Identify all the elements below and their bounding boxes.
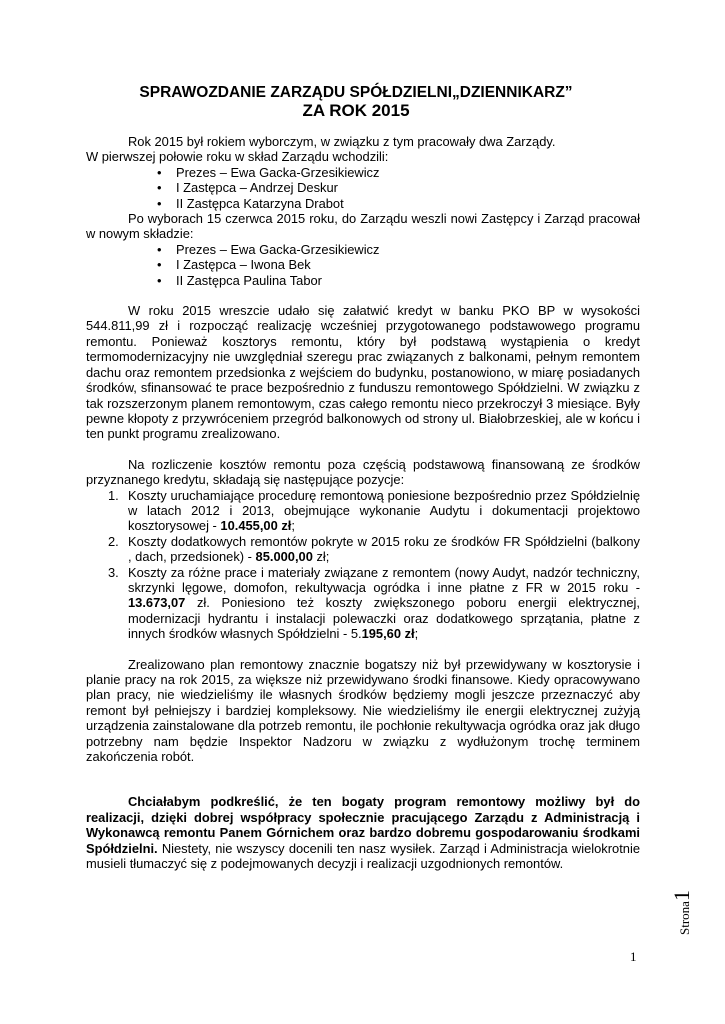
list-item [86, 488, 640, 534]
item-text: Koszty uruchamiające procedurę remontową poniesione bezpośrednio przez Spółdzielnię w latach 2012 i 2013, obejmujące wykonanie Audytu i dokumentacji projektowo kosztorysowej - [128, 487, 640, 534]
side-page-label [669, 890, 697, 936]
credit-paragraph: W roku 2015 wreszcie udało się załatwić kredyt w banku PKO BP w wysokości 544.811,99 zł i rozpocząć realizację wcześniej przygotowanego podstawowego programu remontu. Ponieważ kosztorys remontu, który był podstawą wystąpienia o kredyt termomodernizacyjny nie uwzględniał szeregu prac związanych z balkonami, pełnym remontem dachu oraz remontem przedsionka z wejściem do budynku, postanowiono, w miarę posiadanych środków, sfinansować te prace bezpośrednio z funduszu remontowego Spółdzielni. W związku z tak rozszerzonym planem remontowym, czas całego remontu nieco przekroczył 3 miesiące. Były pewne kłopoty z przywróceniem przegród balkonowych od strony ul. Białobrzeskiej, ale w końcu i ten punkt programu zrealizowano. [86, 303, 640, 442]
final-emphasis: Chciałabym podkreślić, że ten bogaty program remontowy możliwy był do realizacji, dzięki dobrej współpracy społecznie pracującego Zarządu z Administracją i Wykonawcą remontu Panem Górnichem oraz bardzo dobremu gospodarowaniu środkami Spółdzielni. [86, 794, 640, 856]
item-tail: zł; [312, 549, 330, 565]
list-item: • I Zastępca – Iwona Bek [86, 257, 640, 272]
list-item: • II Zastępca Katarzyna Drabot [86, 196, 640, 211]
list-item [86, 534, 640, 565]
first-board-list [86, 165, 640, 211]
intro-paragraph: Rok 2015 był rokiem wyborczym, w związku z tym pracowały dwa Zarządy. [128, 134, 556, 149]
list-item: • Prezes – Ewa Gacka-Grzesikiewicz [86, 165, 640, 180]
list-item: • Prezes – Ewa Gacka-Grzesikiewicz [86, 242, 640, 257]
plan-paragraph: Zrealizowano plan remontowy znacznie bogatszy niż był przewidywany w kosztorysie i planie pracy na rok 2015, za większe niż przewidywano środki finansowe. Kiedy opracowywano plan pracy, nie wiedzieliśmy ile własnych środków będziemy mogli jeszcze przeznaczyć aby remont był pełniejszy i bardziej kompleksowy. Nie wiedzieliśmy ile energii elektrycznej zużyją urządzenia zainstalowane dla potrzeb remontu, ile pochłonie rekultywacja ogródka oraz jak długo potrzebny nam będzie Inspektor Nadzoru w związku z wydłużonym trochę terminem zakończenia robót. [86, 656, 640, 765]
item-amount-secondary: 195,60 zł [361, 626, 415, 642]
first-board-intro: W pierwszej połowie roku w skład Zarządu wchodzili: [86, 149, 389, 165]
item-amount: 13.673,07 [128, 595, 186, 611]
second-board-list [86, 242, 640, 288]
final-paragraph [86, 794, 640, 871]
side-label-text: Strona [677, 901, 692, 935]
document-subtitle: ZA ROK 2015 [302, 101, 410, 120]
second-board-intro: Po wyborach 15 czerwca 2015 roku, do Zarządu weszli nowi Zastępcy i Zarząd pracował w nowym składzie: [86, 211, 640, 242]
list-item: • I Zastępca – Andrzej Deskur [86, 180, 640, 195]
item-amount: 10.455,00 zł [220, 518, 292, 534]
final-rest: Niestety, nie wszyscy docenili ten nasz wysiłek. Zarząd i Administracja wielokrotnie musieli tłumaczyć się z podejmowanych decyzji i realizacji uzgodnionych remontów. [86, 840, 640, 872]
item-tail: zł. Poniesiono też koszty zwiększonego poboru energii elektrycznej, modernizacji hydrantu i instalacji polewaczki oraz dodatkowego sprzątania, płatne z innych środków własnych Spółdzielni - 5. [128, 595, 640, 642]
document-page [86, 84, 640, 871]
item-text: Koszty za różne prace i materiały związane z remontem (nowy Audyt, nadzór techniczny, skrzynki lęgowe, domofon, rekultywacja ogródka i inne płatne z FR w 2015 roku - [128, 564, 640, 595]
costs-lead: Na rozliczenie kosztów remontu poza częścią podstawową finansowaną ze środków przyznanego kredytu, składają się następujące pozycje: [86, 456, 640, 488]
costs-list [86, 488, 640, 642]
side-label-number: 1 [669, 890, 694, 902]
list-item [86, 565, 640, 642]
list-item: • II Zastępca Paulina Tabor [86, 273, 640, 288]
item-number: 1. [108, 487, 119, 503]
page-number: 1 [630, 949, 637, 964]
item-amount: 85.000,00 [255, 549, 313, 565]
item-tail-secondary: ; [414, 626, 419, 642]
item-number: 3. [108, 564, 119, 580]
item-tail: ; [291, 518, 295, 534]
item-number: 2. [108, 533, 119, 549]
document-title: SPRAWOZDANIE ZARZĄDU SPÓŁDZIELNI„DZIENNIKARZ” [139, 84, 573, 101]
item-text: Koszty dodatkowych remontów pokryte w 2015 roku ze środków FR Spółdzielni (balkony , dach, przedsionek) - [128, 533, 640, 565]
